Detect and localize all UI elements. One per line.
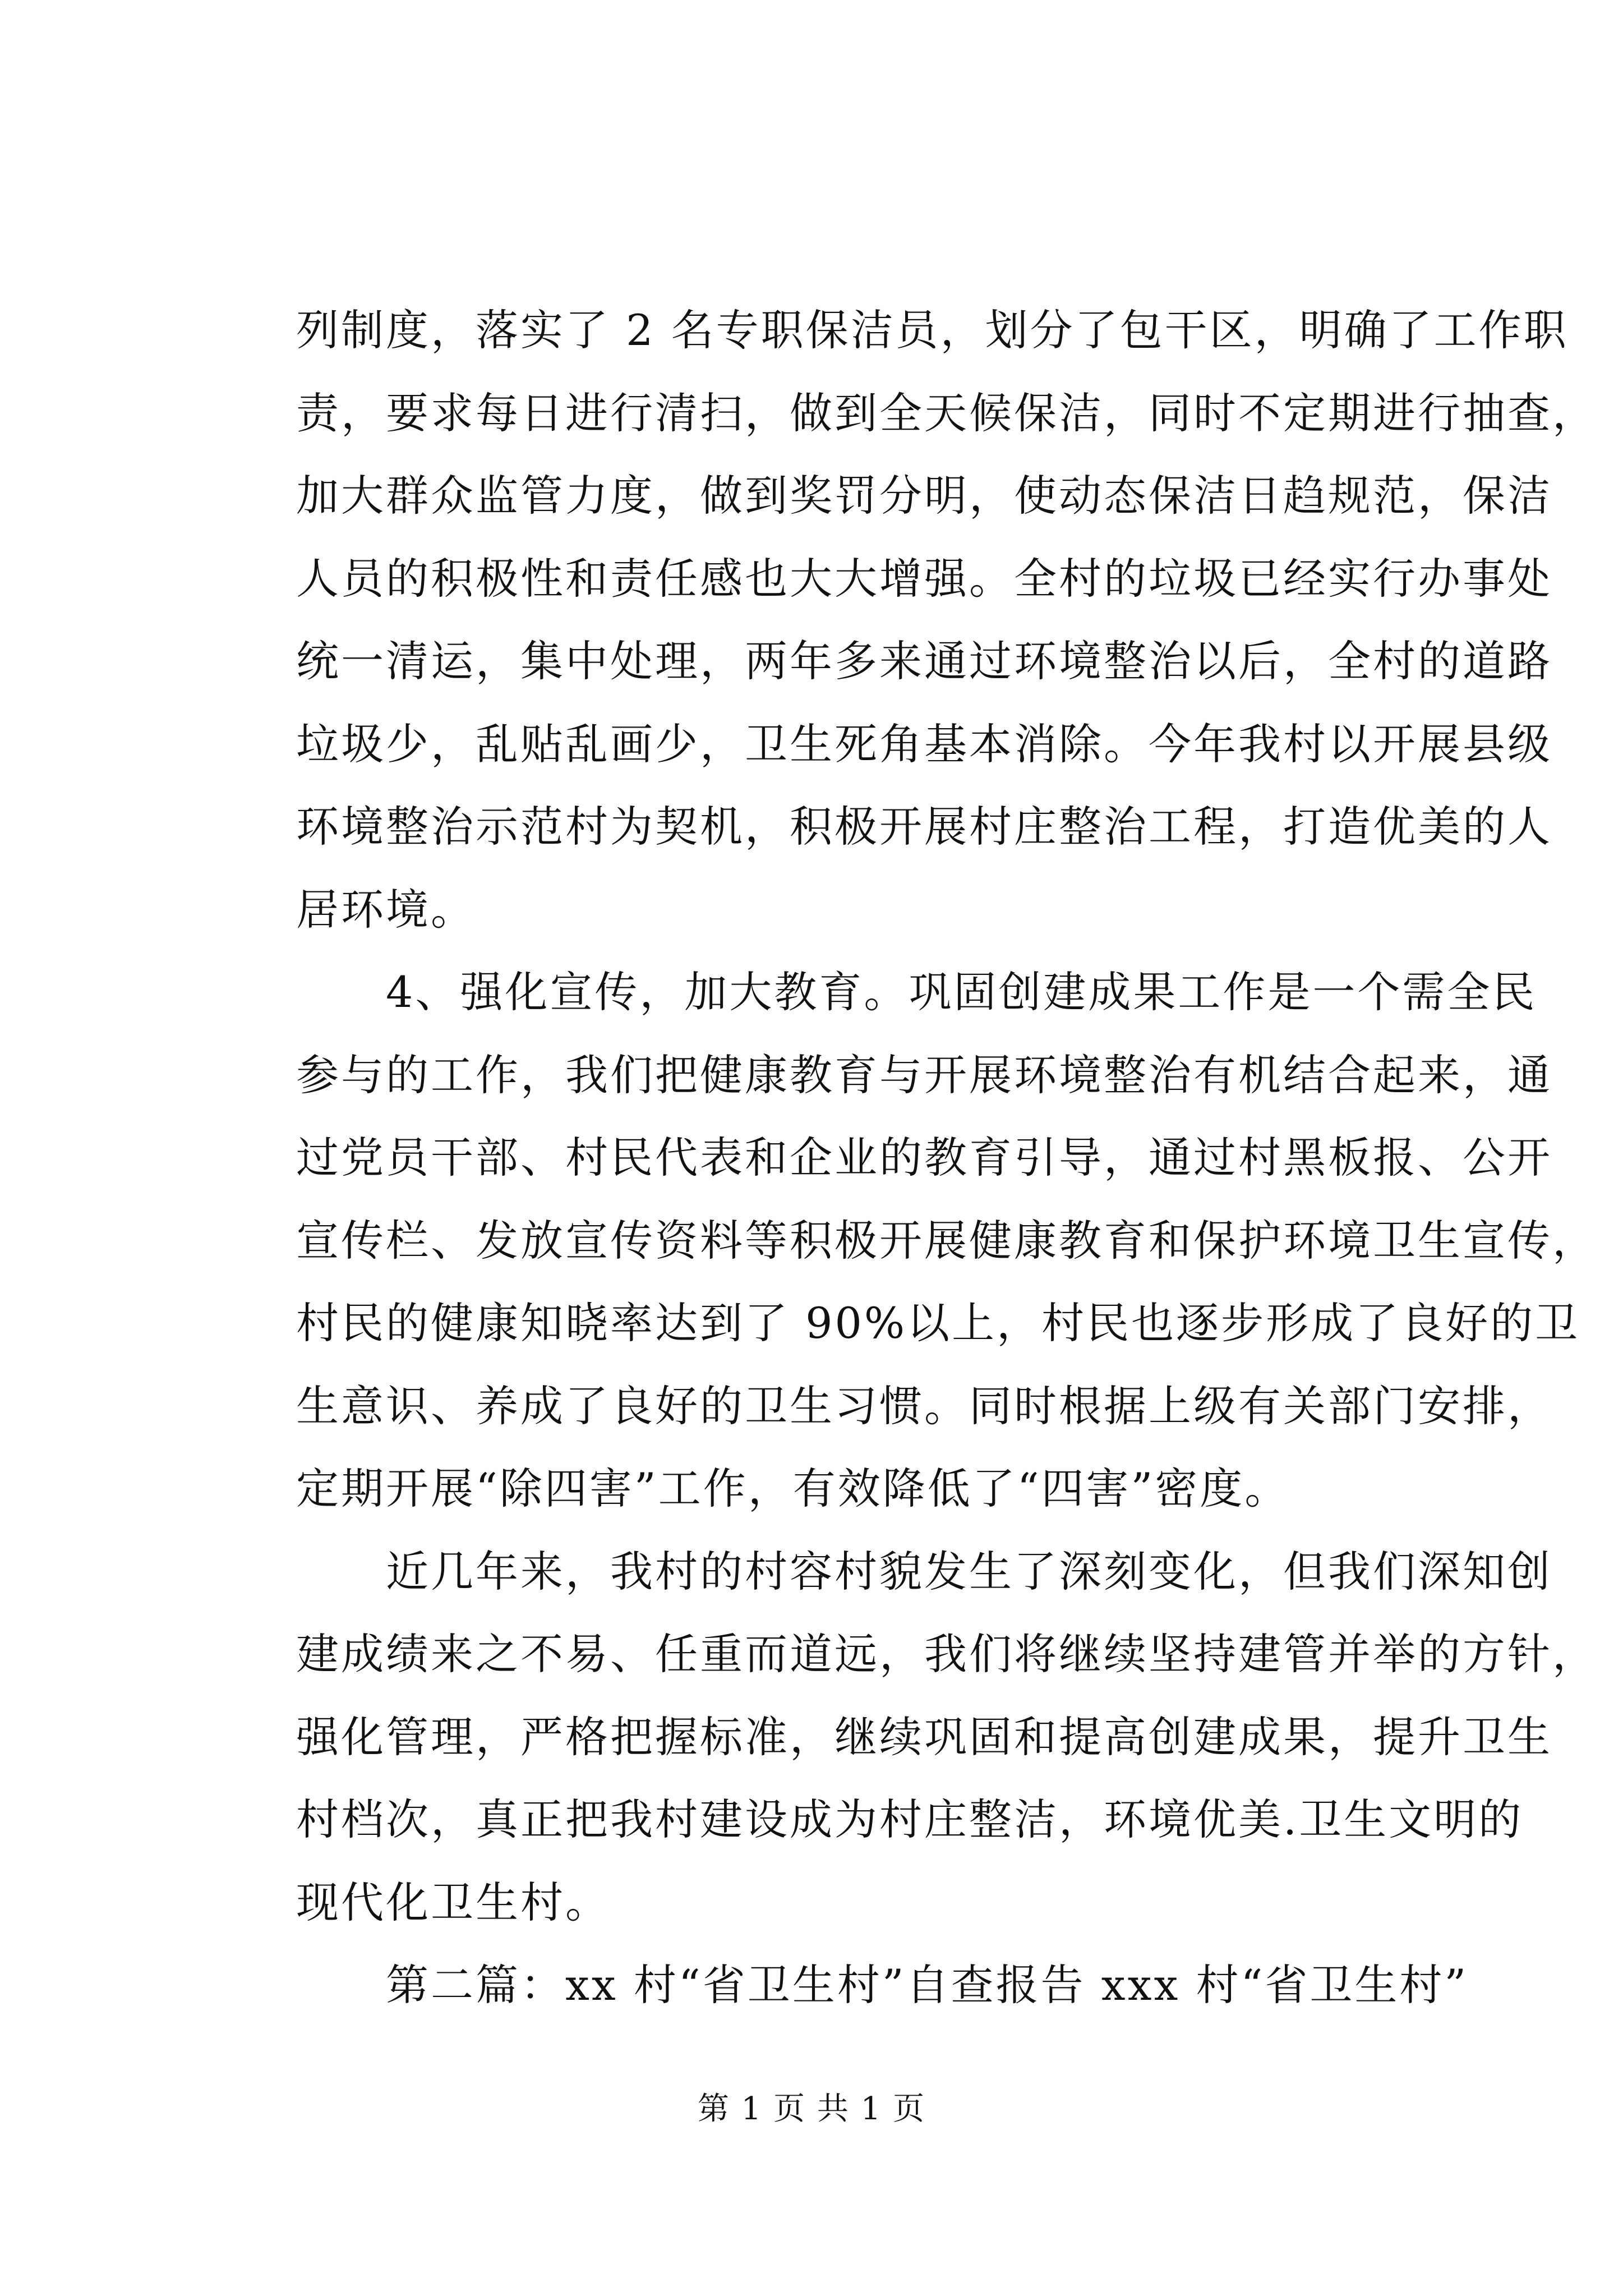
- paragraph-line: 近几年来，我村的村容村貌发生了深刻变化，但我们深知创: [386, 1546, 1552, 1596]
- paragraph-line: 定期开展“除四害”工作，有效降低了“四害”密度。: [296, 1464, 1290, 1513]
- paragraph-line: 垃圾少，乱贴乱画少，卫生死角基本消除。今年我村以开展县级: [296, 719, 1552, 769]
- paragraph-line: 加大群众监管力度，做到奖罚分明，使动态保洁日趋规范，保洁: [296, 471, 1552, 521]
- paragraph-line: 生意识、养成了良好的卫生习惯。同时根据上级有关部门安排，: [296, 1381, 1552, 1431]
- paragraph-line: 居环境。: [296, 884, 476, 935]
- document-body: [296, 289, 1597, 2027]
- paragraph-line: 村民的健康知晓率达到了 90%以上，村民也逐步形成了良好的卫: [296, 1298, 1580, 1348]
- paragraph-line: 宣传栏、发放宣传资料等积极开展健康教育和保护环境卫生宣传，: [296, 1215, 1597, 1266]
- paragraph-line: 责，要求每日进行清扫，做到全天候保洁，同时不定期进行抽查，: [296, 388, 1597, 438]
- paragraph-line: 环境整治示范村为契机，积极开展村庄整治工程，打造优美的人: [296, 802, 1552, 852]
- paragraph-line: 建成绩来之不易、任重而道远，我们将继续坚持建管并举的方针，: [296, 1629, 1597, 1679]
- paragraph-line: 过党员干部、村民代表和企业的教育引导，通过村黑板报、公开: [296, 1133, 1552, 1182]
- paragraph-line: 统一清运，集中处理，两年多来通过环境整治以后，全村的道路: [296, 636, 1552, 686]
- paragraph-line: 列制度，落实了 2 名专职保洁员，划分了包干区，明确了工作职: [296, 305, 1569, 355]
- paragraph-line: 参与的工作，我们把健康教育与开展环境整治有机结合起来，通: [296, 1050, 1552, 1100]
- page-footer: 第 1 页 共 1 页: [697, 2091, 926, 2127]
- paragraph-line: 村档次，真正把我村建设成为村庄整洁，环境优美.卫生文明的: [296, 1795, 1524, 1844]
- section-heading-line: 第二篇：xx 村“省卫生村”自查报告 xxx 村“省卫生村”: [386, 1960, 1469, 2010]
- paragraph-line: 现代化卫生村。: [296, 1877, 610, 1927]
- paragraph-line: 强化管理，严格把握标准，继续巩固和提高创建成果，提升卫生: [296, 1711, 1552, 1762]
- paragraph-line: 人员的积极性和责任感也大大增强。全村的垃圾已经实行办事处: [296, 553, 1552, 604]
- paragraph-line: 4、强化宣传，加大教育。巩固创建成果工作是一个需全民: [386, 967, 1537, 1017]
